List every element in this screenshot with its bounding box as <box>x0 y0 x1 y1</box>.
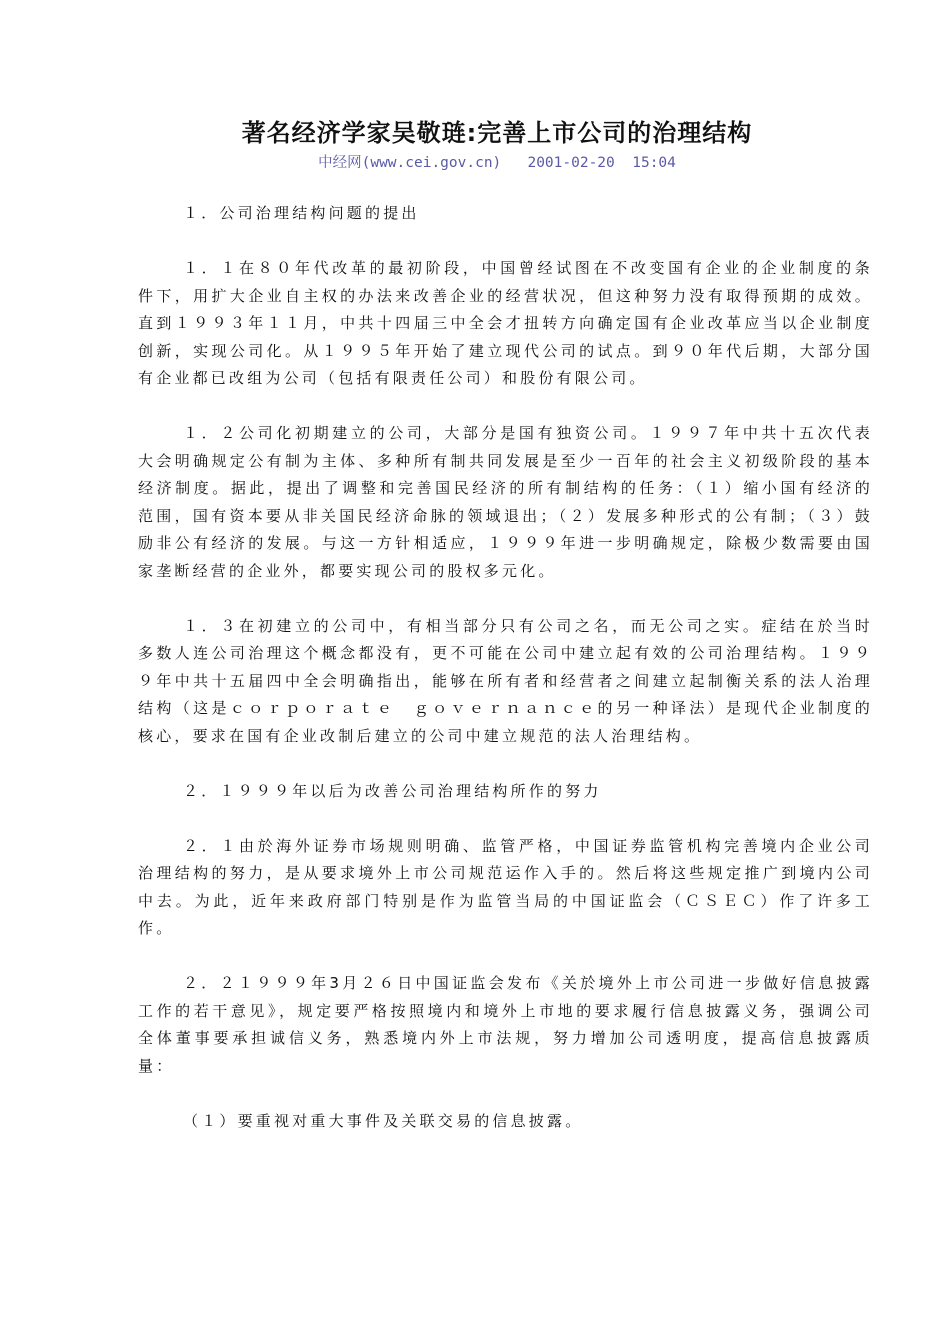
paragraph-1-3: １．３在初建立的公司中，有相当部分只有公司之名，而无公司之实。症结在於当时多数人连公司治理这个概念都没有，更不可能在公司中建立起有效的公司治理结构。１９９９年中共十五届四中全会明确指出，能够在所有者和经营者之间建立起制衡关系的法人治理结构（这是ｃｏｒｐｏｒａｔｅ ｇｏｖｅｒｎａｎｃｅ的另一种译法）是现代企业制度的核心，要求在国有企业改制后建立的公司中建立规范的法人治理结构。 <box>138 616 873 745</box>
list-item-1: （１）要重视对重大事件及关联交易的信息披露。 <box>183 1111 584 1130</box>
paragraph-2-1: ２．１由於海外证券市场规则明确、监管严格，中国证券监管机构完善境内企业公司治理结构的努力，是从要求境外上市公司规范运作入手的。然后将这些规定推广到境内公司中去。为此，近年来政府部门特别是作为监管当局的中国证监会（ＣＳＥＣ）作了许多工作。 <box>138 836 873 937</box>
paragraph-2-2: ２．２１９９９年3月２６日中国证监会发布《关於境外上市公司进一步做好信息披露工作的若干意见》，规定要严格按照境内和境外上市地的要求履行信息披露义务，强调公司全体董事要承担诚信义务，熟悉境内外上市法规，努力增加公司透明度，提高信息披露质量： <box>138 974 873 1075</box>
article-body <box>138 200 873 1163</box>
source-and-date: 中经网(www.cei.gov.cn) 2001-02-20 15:04 <box>318 155 676 171</box>
paragraph-1-2: １．２公司化初期建立的公司，大部分是国有独资公司。１９９７年中共十五次代表大会明确规定公有制为主体、多种所有制共同发展是至少一百年的社会主义初级阶段的基本经济制度。据此，提出了调整和完善国民经济的所有制结构的任务：（１）缩小国有经济的范围，国有资本要从非关国民经济命脉的领域退出；（２）发展多种形式的公有制；（３）鼓励非公有经济的发展。与这一方针相适应，１９９９年进一步明确规定，除极少数需要由国家垄断经营的企业外，都要实现公司的股权多元化。 <box>138 424 873 580</box>
article-title: 著名经济学家吴敬琏:完善上市公司的治理结构 <box>241 119 753 147</box>
section-heading-1: １．公司治理结构问题的提出 <box>183 204 420 222</box>
paragraph-1-1: １．１在８０年代改革的最初阶段，中国曾经试图在不改变国有企业的企业制度的条件下，用扩大企业自主权的办法来改善企业的经营状况，但这种努力没有取得预期的成效。直到１９９３年１１月，中共十四届三中全会才扭转方向确定国有企业改革应当以企业制度创新，实现公司化。从１９９５年开始了建立现代公司的试点。到９０年代后期，大部分国有企业都已改组为公司（包括有限责任公司）和股份有限公司。 <box>138 259 873 387</box>
section-heading-2: ２．１９９９年以后为改善公司治理结构所作的努力 <box>183 781 602 800</box>
